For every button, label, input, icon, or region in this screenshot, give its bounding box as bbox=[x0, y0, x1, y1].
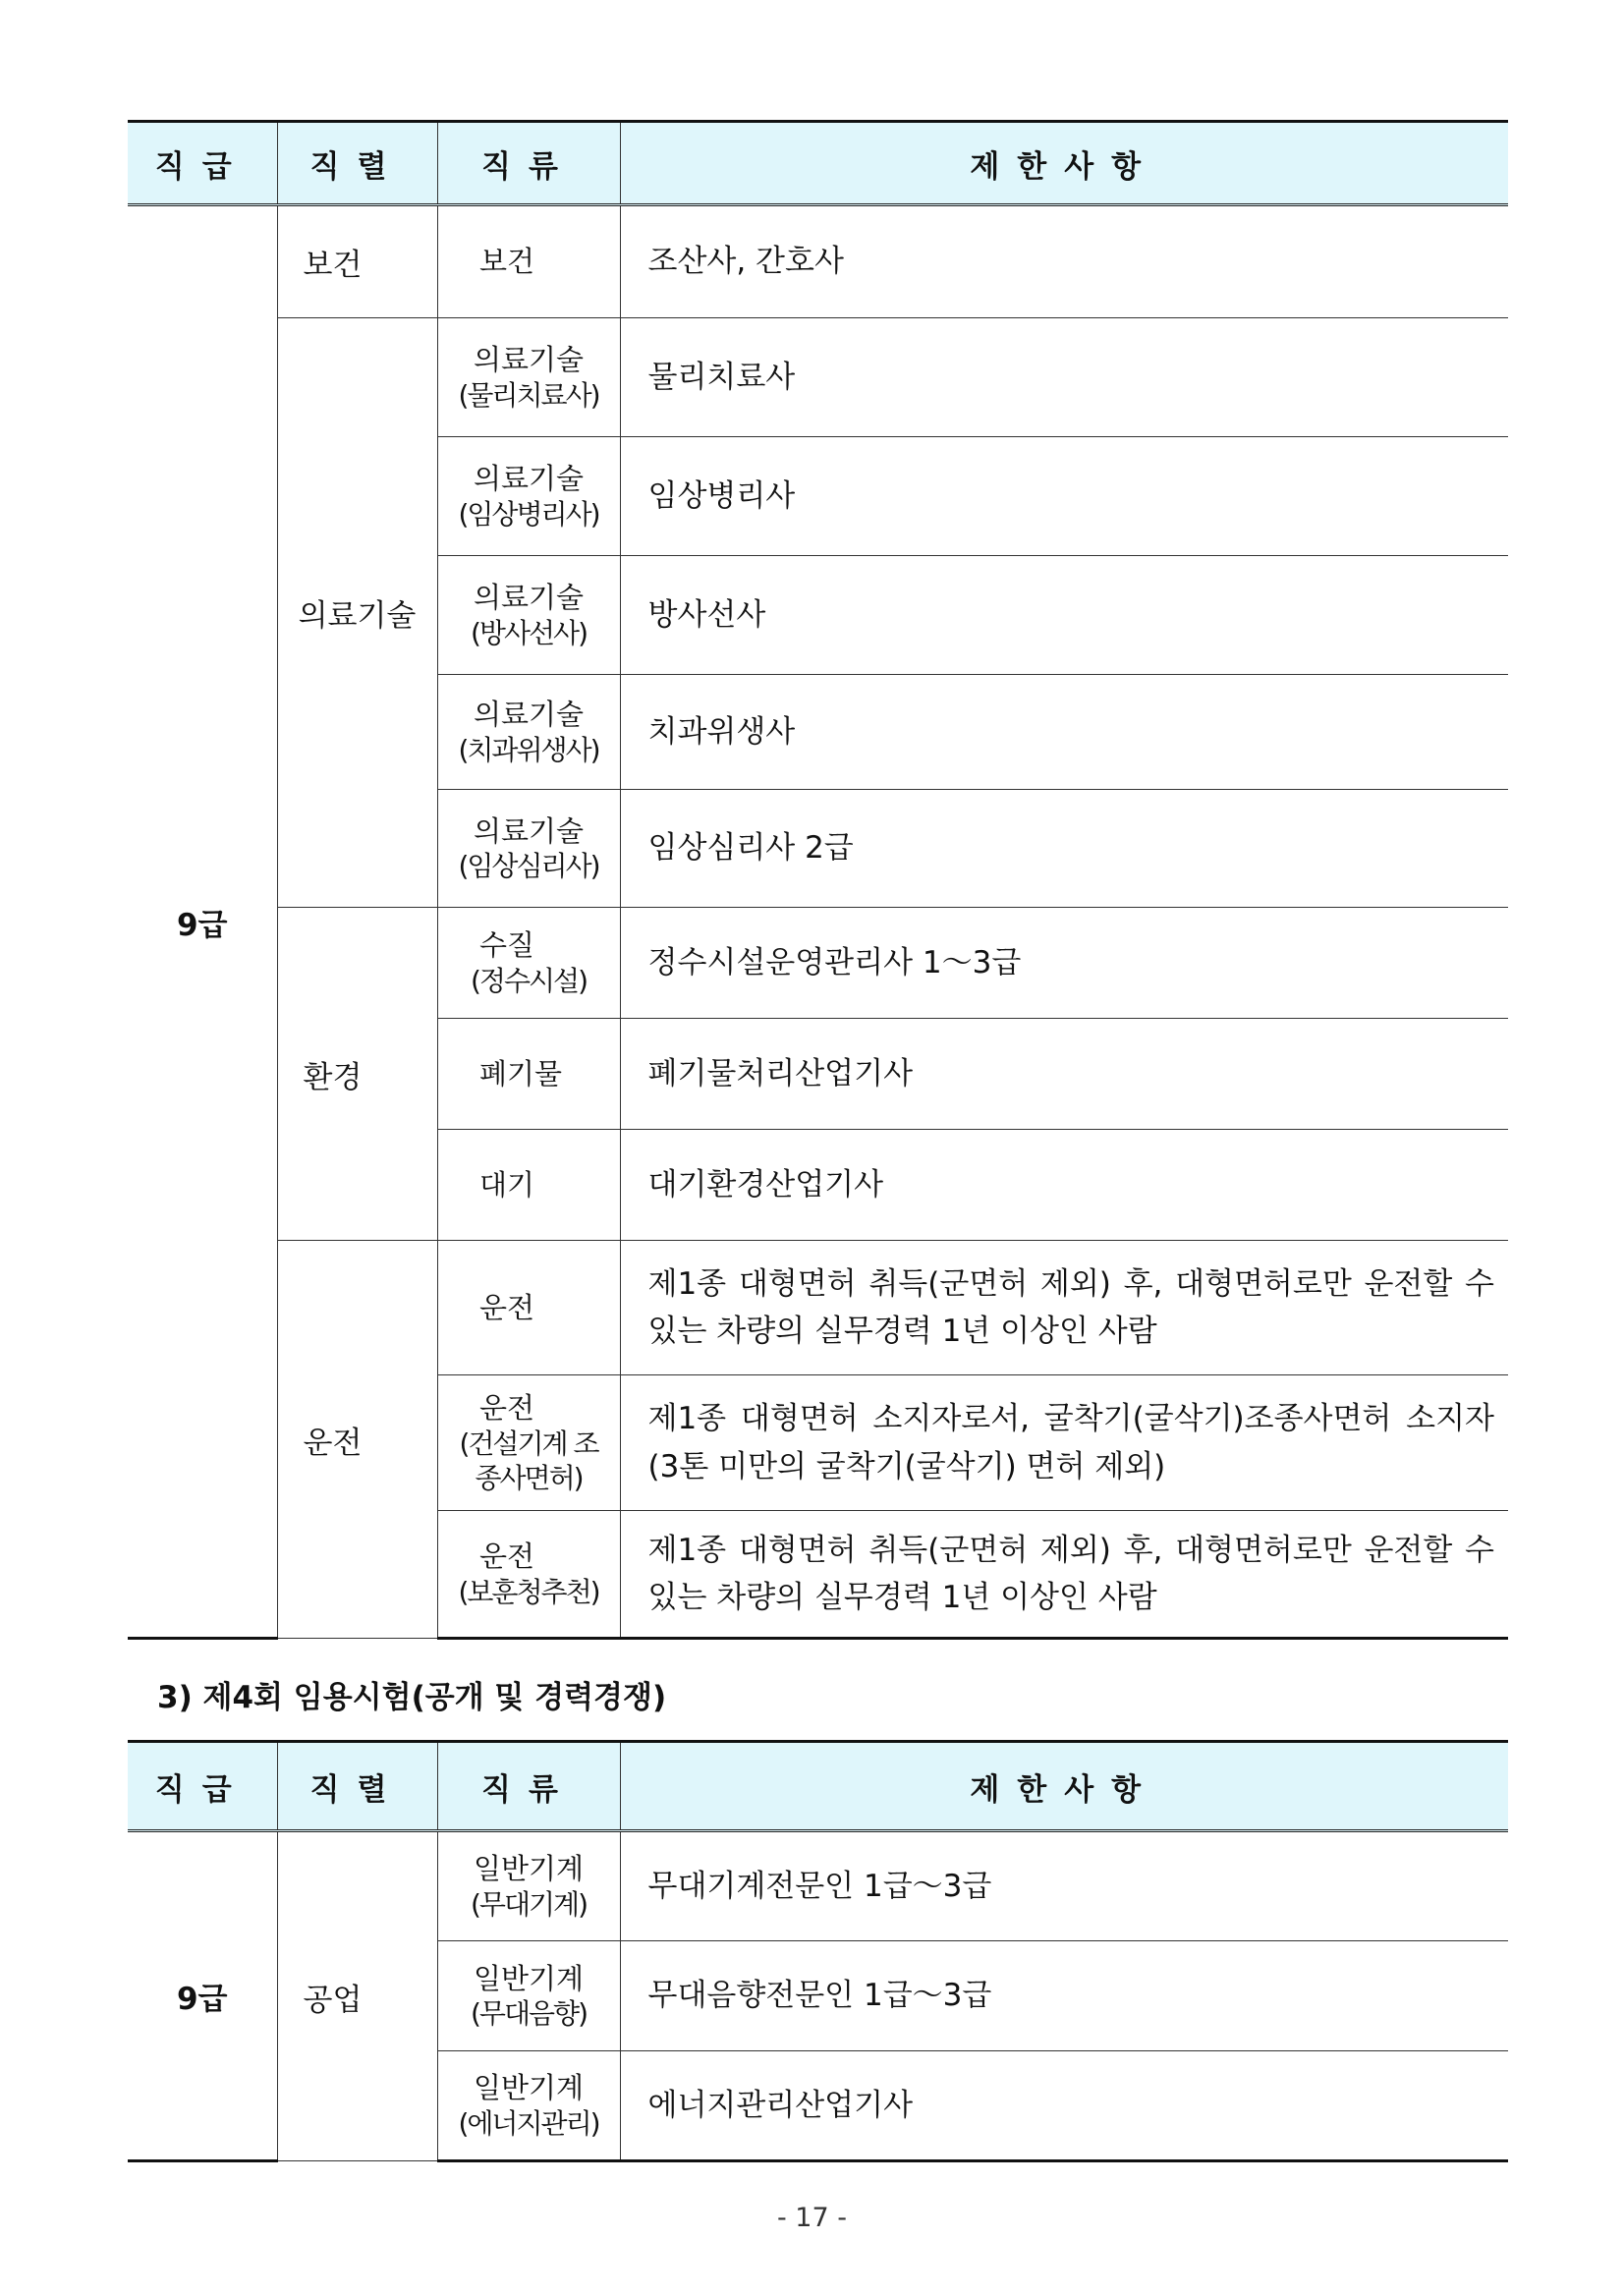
restriction-cell: 물리치료사 bbox=[620, 318, 1508, 437]
section-title: 3) 제4회 임용시험(공개 및 경력경쟁) bbox=[157, 1680, 667, 1715]
restriction-cell: 무대기계전문인 1급～3급 bbox=[620, 1831, 1508, 1941]
restriction-cell: 에너지관리산업기사 bbox=[620, 2051, 1508, 2161]
restriction-cell: 방사선사 bbox=[620, 556, 1508, 675]
restriction-cell: 임상심리사 2급 bbox=[620, 790, 1508, 908]
class-cell: 의료기술 (임상심리사) bbox=[437, 790, 620, 908]
restriction-cell: 조산사, 간호사 bbox=[620, 205, 1508, 318]
restriction-cell: 정수시설운영관리사 1～3급 bbox=[620, 908, 1508, 1019]
restriction-cell: 치과위생사 bbox=[620, 675, 1508, 790]
class-cell: 운전 bbox=[437, 1241, 620, 1375]
table-row bbox=[128, 1831, 1508, 1941]
restriction-cell: 대기환경산업기사 bbox=[620, 1130, 1508, 1241]
rank-cell: 9급 bbox=[128, 205, 277, 1639]
class-cell: 운전 (보훈청추천) bbox=[437, 1511, 620, 1639]
class-cell: 의료기술 (임상병리사) bbox=[437, 437, 620, 556]
page-number: - 17 - bbox=[776, 2203, 847, 2233]
header-restriction: 제한사항 bbox=[620, 1742, 1508, 1831]
restriction-cell: 임상병리사 bbox=[620, 437, 1508, 556]
class-cell: 보건 bbox=[437, 205, 620, 318]
header-class: 직류 bbox=[437, 122, 620, 205]
table-header-row bbox=[128, 122, 1508, 205]
header-rank: 직급 bbox=[128, 122, 277, 205]
restriction-table-2 bbox=[128, 1740, 1508, 2162]
restriction-table-1 bbox=[128, 120, 1508, 1640]
restriction-cell: 제1종 대형면허 취득(군면허 제외) 후, 대형면허로만 운전할 수 있는 차량의 실무경력 1년 이상인 사람 bbox=[620, 1511, 1508, 1639]
class-cell: 의료기술 (방사선사) bbox=[437, 556, 620, 675]
class-cell: 의료기술 (물리치료사) bbox=[437, 318, 620, 437]
class-cell: 일반기계 (무대음향) bbox=[437, 1941, 620, 2051]
class-cell: 수질 (정수시설) bbox=[437, 908, 620, 1019]
series-cell: 보건 bbox=[277, 205, 437, 318]
series-cell: 운전 bbox=[277, 1241, 437, 1639]
class-cell: 운전 (건설기계 조종사면허) bbox=[437, 1375, 620, 1511]
header-class: 직류 bbox=[437, 1742, 620, 1831]
series-cell: 환경 bbox=[277, 908, 437, 1241]
table-row bbox=[128, 1241, 1508, 1375]
restriction-cell: 무대음향전문인 1급～3급 bbox=[620, 1941, 1508, 2051]
table-row bbox=[128, 205, 1508, 318]
class-cell: 일반기계 (무대기계) bbox=[437, 1831, 620, 1941]
header-series: 직렬 bbox=[277, 1742, 437, 1831]
series-cell: 의료기술 bbox=[277, 318, 437, 908]
restriction-cell: 제1종 대형면허 취득(군면허 제외) 후, 대형면허로만 운전할 수 있는 차량의 실무경력 1년 이상인 사람 bbox=[620, 1241, 1508, 1375]
header-series: 직렬 bbox=[277, 122, 437, 205]
class-cell: 폐기물 bbox=[437, 1019, 620, 1130]
series-cell: 공업 bbox=[277, 1831, 437, 2161]
class-cell: 의료기술 (치과위생사) bbox=[437, 675, 620, 790]
table-row bbox=[128, 908, 1508, 1019]
table-row bbox=[128, 318, 1508, 437]
header-rank: 직급 bbox=[128, 1742, 277, 1831]
table-header-row bbox=[128, 1742, 1508, 1831]
header-restriction: 제한사항 bbox=[620, 122, 1508, 205]
restriction-cell: 폐기물처리산업기사 bbox=[620, 1019, 1508, 1130]
restriction-cell: 제1종 대형면허 소지자로서, 굴착기(굴삭기)조종사면허 소지자(3톤 미만의 굴착기(굴삭기) 면허 제외) bbox=[620, 1375, 1508, 1511]
class-cell: 일반기계 (에너지관리) bbox=[437, 2051, 620, 2161]
rank-cell: 9급 bbox=[128, 1831, 277, 2161]
class-cell: 대기 bbox=[437, 1130, 620, 1241]
